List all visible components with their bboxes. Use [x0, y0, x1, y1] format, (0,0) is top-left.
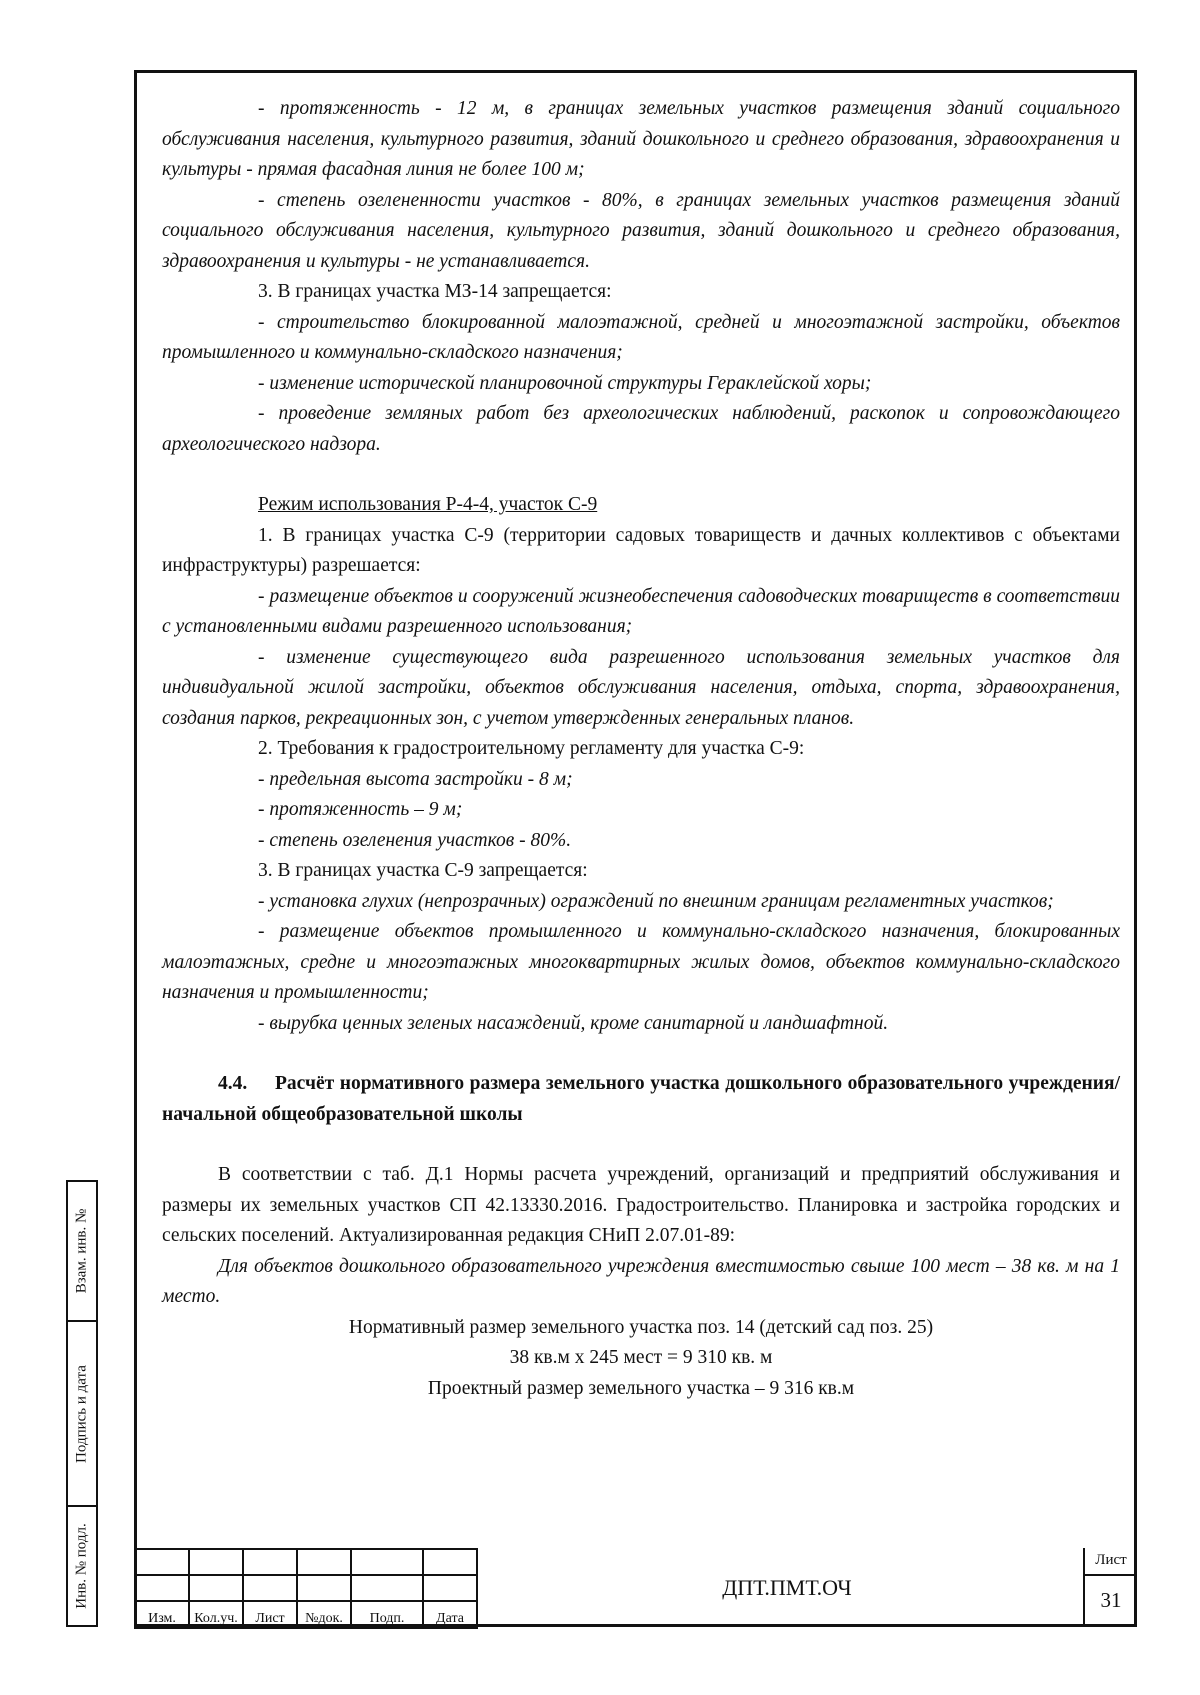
document-body: [162, 94, 1120, 1404]
paragraph: - изменение исторической планировочной структуры Гераклейской хоры;: [258, 372, 872, 394]
regime-heading: Режим использования Р-4-4, участок С-9: [258, 494, 598, 515]
paragraph: - размещение объектов и сооружений жизнеобеспечения садоводческих товариществ в соответствии с установленными видами разрешенного использования;: [162, 585, 1120, 637]
col-izm: Изм.: [135, 1601, 189, 1628]
title-block: [134, 1548, 1137, 1627]
paragraph: - изменение существующего вида разрешенного использования земельных участков для индивидуальной жилой застройки, объектов обслуживания населения, отдыха, спорта, здравоохранения, создания парков, рекреационных зон, с учетом утвержденных генеральных планов.: [162, 646, 1120, 729]
paragraph: - протяженность - 12 м, в границах земельных участков размещения зданий социального обслуживания населения, культурного развития, зданий дошкольного и среднего образования, здравоохранения и культуры - прямая фасадная линия не более 100 м;: [162, 98, 1120, 180]
paragraph: - предельная высота застройки - 8 м;: [258, 768, 573, 790]
section-number: 4.4.: [218, 1073, 248, 1094]
document-code: ДПТ.ПМТ.ОЧ: [722, 1574, 852, 1600]
paragraph: - проведение земляных работ без археологических наблюдений, раскопок и сопровождающего археологического надзора.: [162, 403, 1120, 455]
col-ndok: №док.: [297, 1601, 351, 1628]
paragraph: 2. Требования к градостроительному регламенту для участка С-9:: [258, 738, 805, 759]
paragraph: - протяженность – 9 м;: [258, 799, 463, 820]
centered-line: Нормативный размер земельного участка поз. 14 (детский сад поз. 25): [348, 1316, 934, 1338]
paragraph: - вырубка ценных зеленых насаждений, кроме санитарной и ландшафтной.: [258, 1012, 889, 1034]
paragraph: 3. В границах участка МЗ-14 запрещается:: [258, 281, 612, 302]
centered-line: 38 кв.м х 245 мест = 9 310 кв. м: [509, 1347, 773, 1368]
sheet-box: [1083, 1548, 1137, 1627]
col-podp: Подп.: [351, 1601, 423, 1628]
section-title: Расчёт нормативного размера земельного участка дошкольного образовательного учреждения/начальной общеобразовательной школы: [162, 1073, 1120, 1125]
section-heading: [162, 1069, 1120, 1130]
sheet-label: Лист: [1085, 1548, 1137, 1576]
paragraph: 3. В границах участка С-9 запрещается:: [258, 860, 588, 881]
paragraph: - установка глухих (непрозрачных) ограждений по внешним границам регламентных участков;: [258, 890, 1054, 912]
stamp-podpis-data: Подпись и дата: [66, 1320, 98, 1507]
paragraph: - строительство блокированной малоэтажной, средней и многоэтажной застройки, объектов промышленного и коммунально-складского назначения;: [162, 311, 1120, 363]
paragraph: В соответствии с таб. Д.1 Нормы расчета учреждений, организаций и предприятий обслуживания и размеры их земельных участков СП 42.13330.2016. Градостроительство. Планировка и застройка городских и сельских поселений. Актуализированная редакция СНиП 2.07.01-89:: [162, 1164, 1120, 1246]
paragraph: - степень озеленения участков - 80%.: [258, 829, 572, 851]
centered-line: Проектный размер земельного участка – 9 316 кв.м: [427, 1377, 855, 1399]
sheet-number: 31: [1100, 1588, 1122, 1612]
stamp-inv-podl: Инв. № подл.: [66, 1505, 98, 1627]
paragraph: 1. В границах участка С-9 (территории садовых товариществ и дачных коллективов с объектами инфраструктуры) разрешается:: [162, 524, 1120, 576]
paragraph: - размещение объектов промышленного и коммунально-складского назначения, блокированных малоэтажных, средне и многоэтажных многоквартирных жилых домов, объектов коммунально-складского назначения и промышленности;: [162, 921, 1120, 1003]
revision-table: [134, 1548, 478, 1629]
paragraph: Для объектов дошкольного образовательного учреждения вместимостью свыше 100 мест – 38 кв. м на 1 место.: [162, 1255, 1120, 1307]
col-data: Дата: [423, 1601, 477, 1628]
paragraph: - степень озелененности участков - 80%, в границах земельных участков размещения зданий социального обслуживания населения, культурного развития, зданий дошкольного и среднего образования, здравоохранения и культуры - не устанавливается.: [162, 189, 1120, 272]
stamp-vzam-inv: Взам. инв. №: [66, 1180, 98, 1322]
col-kol: Кол.уч.: [189, 1601, 243, 1628]
col-list: Лист: [243, 1601, 297, 1628]
